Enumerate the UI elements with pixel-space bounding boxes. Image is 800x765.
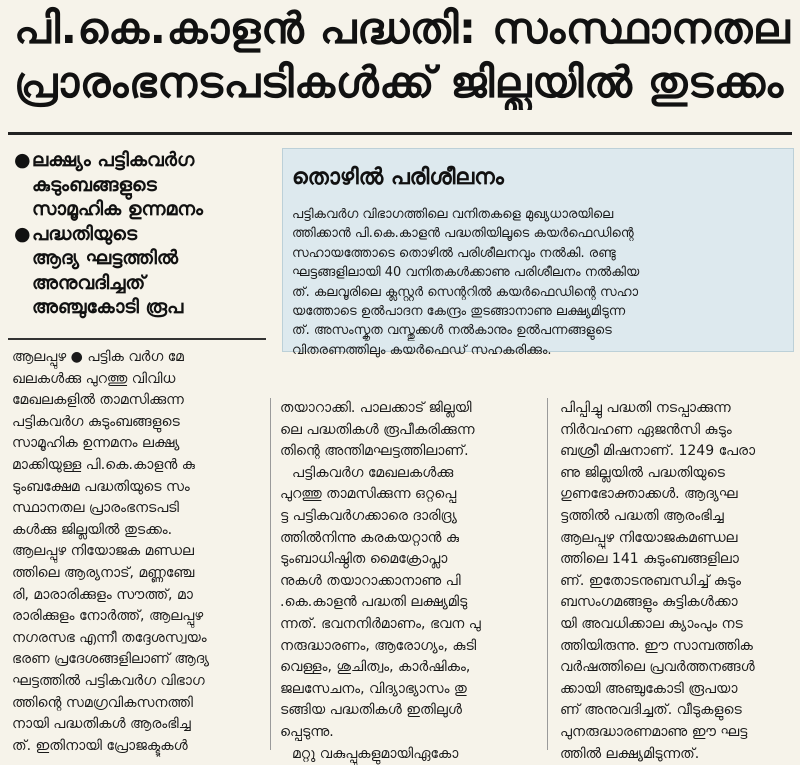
column-line: ണ് അനുവദിച്ചത്. വീടുകളുടെ <box>560 700 792 722</box>
bullet-icon: ● <box>14 222 31 247</box>
column-line: ബസംഗമങ്ങളും കുട്ടികൾക്കാ <box>560 592 792 614</box>
sidebar-box-line: പട്ടികവർഗ വിഭാഗത്തിലെ വനിതകളെ മുഖ്യധാരയിലെ <box>292 205 782 224</box>
column-line: രാരിക്കുളം നോർത്ത്, ആലപ്പുഴ <box>12 606 262 628</box>
column-line: നിർവഹണ ഏജൻസി കുടും <box>560 420 792 442</box>
highlight-line: ലക്ഷ്യം പട്ടികവർഗ <box>32 148 262 173</box>
column-line: ജലസേചനം, വിദ്യാഭ്യാസം തു <box>280 679 534 701</box>
column-line: നഗരസഭ എന്നീ തദ്ദേശസ്വയം <box>12 628 262 650</box>
sidebar-box-line: വിതരണത്തിലും കയർഫെഡ് സഹകരിക്കും. <box>292 341 782 360</box>
column-line: സാമൂഹിക ഉന്നമനം ലക്ഷ്യ <box>12 433 262 455</box>
column-line: പട്ടികവർഗ മേഖലകൾക്കു <box>280 463 534 485</box>
column-line: ടുംബാധിഷ്ഠിത മൈക്രോപ്ലാ <box>280 549 534 571</box>
column-line: ന്നത്. ഭവനനിർമാണം, ഭവന പു <box>280 614 534 636</box>
sidebar-box-line: ത്തിക്കാൻ പി.കെ.കാളൻ പദ്ധതിയിലൂടെ കയർഫെഡിന്റെ <box>292 224 782 243</box>
column-line: വർഷത്തിലെ പ്രവർത്തനങ്ങൾ <box>560 657 792 679</box>
column-line: ക്കായി അഞ്ചുകോടി രൂപയാ <box>560 679 792 701</box>
highlight-item <box>14 222 262 320</box>
column-line: തയാറാക്കി. പാലക്കാട് ജില്ലയി <box>280 398 534 420</box>
column-line: മേഖലകളിൽ താമസിക്കുന്ന <box>12 390 262 412</box>
headline-line-2: പ്രാരംഭനടപടികൾക്ക് ജില്ലയിൽ തുടക്കം <box>14 56 794 110</box>
column-line: ണ്. ഇതോടനുബന്ധിച്ച് കുടും <box>560 571 792 593</box>
column-line: മാക്കിയുള്ള പി.കെ.കാളൻ കു <box>12 455 262 477</box>
column-line: ത്തിലെ ആര്യനാട്, മണ്ണഞ്ചേ <box>12 563 262 585</box>
column-line: പട്ടികവർഗ കുടുംബങ്ങളുടെ <box>12 412 262 434</box>
bullet-icon: ● <box>14 148 31 173</box>
article-column-3 <box>560 398 792 765</box>
column-line: ആലപ്പുഴ നിയോജകമണ്ഡല <box>560 528 792 550</box>
column-line: ഘട്ടത്തിൽ പട്ടികവർഗ വിഭാഗ <box>12 671 262 693</box>
highlight-line: സാമൂഹിക ഉന്നമനം <box>32 197 262 222</box>
column-line: .കെ.കാളൻ പദ്ധതി ലക്ഷ്യമിടു <box>280 592 534 614</box>
sidebar-box-line: യത്തോടെ ഉൽപാദന കേന്ദ്രം തുടങ്ങാനാണു ലക്ഷ്യമിടുന്ന <box>292 302 782 321</box>
highlight-line: അനുവദിച്ചത് <box>32 271 262 296</box>
sidebar-box-line: സഹായത്തോടെ തൊഴിൽ പരിശീലനവും നൽകി. രണ്ടു <box>292 244 782 263</box>
column-line: പിപ്പിച്ചു പദ്ധതി നടപ്പാക്കുന്ന <box>560 398 792 420</box>
column-line: ലെ പദ്ധതികൾ രൂപീകരിക്കുന്ന <box>280 420 534 442</box>
column-divider <box>270 398 271 750</box>
column-line: ത്തിയിരുന്നു. ഈ സാമ്പത്തിക <box>560 636 792 658</box>
column-line: നായി പദ്ധതികൾ ആരംഭിച്ച <box>12 714 262 736</box>
column-line: പുനരുദ്ധാരണമാണു ഈ ഘട്ട <box>560 722 792 744</box>
column-line: ട്ട പട്ടികവർഗക്കാരെ ദാരിദ്ര്യ <box>280 506 534 528</box>
sidebar-box-line: ഘട്ടങ്ങളിലായി 40 വനിതകൾക്കാണു പരിശീലനം നൽകിയ <box>292 263 782 282</box>
column-line: ടങ്ങിയ പദ്ധതികൾ ഇതിലുൾ <box>280 700 534 722</box>
column-line: തിന്റെ അന്തിമഘട്ടത്തിലാണ്. <box>280 441 534 463</box>
column-line: പ്പെടുന്നു. <box>280 722 534 744</box>
column-line: ത്തിൽ ലക്ഷ്യമിടുന്നത്. <box>560 744 792 765</box>
column-line: ത്. ഇതിനായി പ്രോജക്ടുകൾ <box>12 736 262 758</box>
column-line: ത്തിലെ 141 കുടുംബങ്ങളിലാ <box>560 549 792 571</box>
column-line: ആലപ്പുഴ ● പട്ടിക വർഗ മേ <box>12 347 262 369</box>
column-line: നരുദ്ധാരണം, ആരോഗ്യം, കുടി <box>280 636 534 658</box>
headline-line-1: പി.കെ.കാളൻ പദ്ധതി: സംസ്ഥാനതല <box>14 2 794 56</box>
column-line: മറ്റു വകുപ്പുകളുമായിഏകോ <box>280 744 534 765</box>
column-line: ട്ടത്തിൽ പദ്ധതി ആരംഭിച്ച <box>560 506 792 528</box>
column-line: ടുംബക്ഷേമ പദ്ധതിയുടെ സം <box>12 477 262 499</box>
article-column-2 <box>280 398 534 765</box>
column-line: ബശ്രീ മിഷനാണ്. 1249 പേരാ <box>560 441 792 463</box>
column-line: ആലപ്പുഴ നിയോജക മണ്ഡല <box>12 541 262 563</box>
column-line: രി, മാരാരിക്കുളം സൗത്ത്, മാ <box>12 585 262 607</box>
column-line: ണു ജില്ലയിൽ പദ്ധതിയുടെ <box>560 463 792 485</box>
column-divider <box>547 398 548 750</box>
column-line: ത്തിന്റെ സമഗ്രവികസനത്തി <box>12 693 262 715</box>
column-line: ത്തിൽനിന്നു കരകയറ്റാൻ കു <box>280 528 534 550</box>
highlights-rule <box>8 338 266 340</box>
column-line: യി അവധിക്കാല ക്യാംപും നട <box>560 614 792 636</box>
highlight-line: ആദ്യ ഘട്ടത്തിൽ <box>32 246 262 271</box>
headline <box>14 2 794 110</box>
column-line: വെള്ളം, ശുചിത്വം, കാർഷികം, <box>280 657 534 679</box>
article-column-1 <box>12 347 262 757</box>
sidebar-box-line: ത്. കലവൂരിലെ ക്ലസ്റ്റർ സെന്ററിൽ കയർഫെഡിന്റെ സഹാ <box>292 283 782 302</box>
headline-rule <box>8 132 792 135</box>
column-line: സ്ഥാനതല പ്രാരംഭനടപടി <box>12 498 262 520</box>
sidebar-box-title: തൊഴിൽ പരിശീലനം <box>292 165 504 190</box>
column-line: ഗുണഭോക്താക്കൾ. ആദ്യഘ <box>560 484 792 506</box>
highlight-line: പദ്ധതിയുടെ <box>32 222 262 247</box>
highlight-line: കുടുംബങ്ങളുടെ <box>32 173 262 198</box>
column-line: പുറത്തു താമസിക്കുന്ന ഒറ്റപ്പെ <box>280 484 534 506</box>
highlight-item <box>14 148 262 222</box>
column-line: നുകൾ തയാറാക്കാനാണു പി <box>280 571 534 593</box>
column-line: കൾക്കു ജില്ലയിൽ തുടക്കം. <box>12 520 262 542</box>
highlight-line: അഞ്ചുകോടി രൂപ <box>32 295 262 320</box>
sidebar-box-line: ത്. അസംസ്കൃത വസ്തുക്കൾ നൽകാനും ഉൽപന്നങ്ങളുടെ <box>292 321 782 340</box>
column-line: ഖലകൾക്കു പുറത്തു വിവിധ <box>12 369 262 391</box>
sidebar-box-body <box>292 205 782 360</box>
column-line: ഭരണ പ്രദേശങ്ങളിലാണ് ആദ്യ <box>12 649 262 671</box>
highlights <box>14 148 262 320</box>
